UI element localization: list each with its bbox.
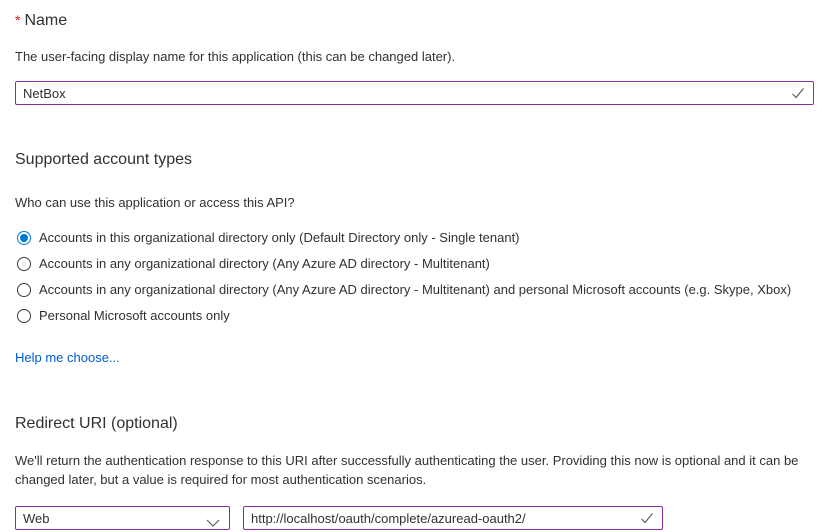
account-types-radio-group (15, 225, 814, 329)
radio-option-label: Personal Microsoft accounts only (39, 308, 230, 323)
radio-option-label: Accounts in this organizational directory only (Default Directory only - Single tenant) (39, 230, 520, 245)
platform-select[interactable] (15, 506, 230, 530)
platform-select-value: Web (23, 510, 50, 526)
redirect-uri-row (15, 506, 814, 530)
radio-option-label: Accounts in any organizational directory (Any Azure AD directory - Multitenant) and personal Microsoft accounts (e.g. Skype, Xbox) (39, 282, 792, 297)
chevron-down-icon (206, 514, 220, 522)
radio-option-multitenant-personal[interactable] (15, 277, 814, 303)
radio-option-personal-only[interactable] (15, 303, 814, 329)
name-label: Name (24, 12, 68, 29)
radio-button-icon (17, 231, 31, 245)
name-input-wrap (15, 81, 814, 105)
supported-account-types-section (15, 150, 814, 367)
redirect-uri-heading: Redirect URI (optional) (15, 415, 178, 432)
radio-button-icon (17, 257, 31, 271)
radio-option-label: Accounts in any organizational directory (Any Azure AD directory - Multitenant) (39, 256, 490, 271)
name-input[interactable] (15, 81, 814, 105)
name-label-row (15, 10, 814, 31)
radio-option-multitenant[interactable] (15, 251, 814, 277)
required-asterisk: * (15, 12, 21, 28)
redirect-uri-input-wrap (243, 506, 663, 530)
redirect-uri-input[interactable] (243, 506, 663, 530)
name-description: The user-facing display name for this application (this can be changed later). (15, 49, 456, 64)
account-types-question: Who can use this application or access this API? (15, 195, 295, 210)
supported-account-types-heading: Supported account types (15, 151, 193, 168)
help-me-choose-link[interactable]: Help me choose... (15, 350, 120, 365)
radio-button-icon (17, 283, 31, 297)
radio-option-single-tenant[interactable] (15, 225, 814, 251)
name-section (15, 10, 814, 105)
radio-button-icon (17, 309, 31, 323)
redirect-uri-description: We'll return the authentication response to this URI after successfully authenticating the user. Providing this now is optional and it can be changed later, but a value is required for most authentication scenarios. (15, 453, 799, 487)
redirect-uri-section (15, 414, 814, 530)
